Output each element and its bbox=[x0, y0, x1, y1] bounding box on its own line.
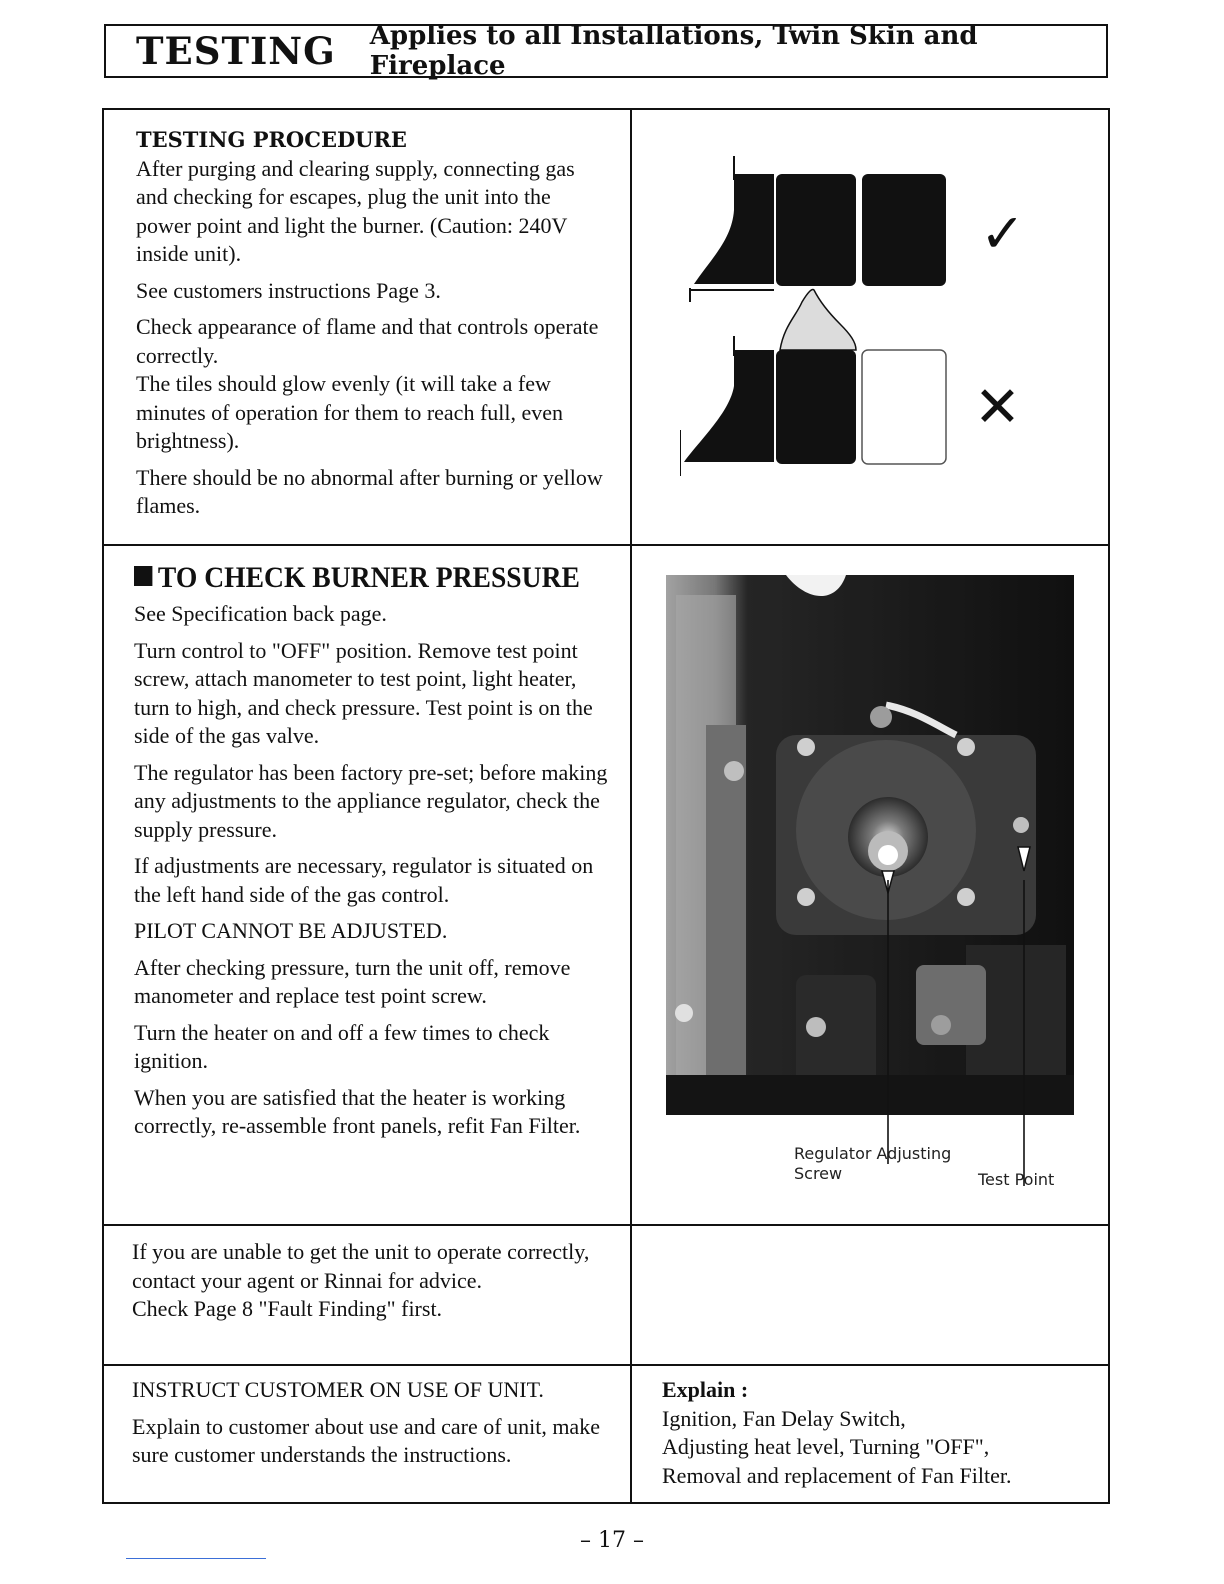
testing-procedure-para: The tiles should glow evenly (it will take a few minutes of operation for them to reach full, even brightness). bbox=[136, 371, 564, 453]
page-subtitle: Applies to all Installations, Twin Skin and Fireplace bbox=[369, 21, 978, 81]
explain-line: Adjusting heat level, Turning "OFF", bbox=[662, 1434, 990, 1459]
burner-pressure-para: After checking pressure, turn the unit off, remove manometer and replace test point screw. bbox=[134, 954, 571, 1008]
testing-procedure-para: Check appearance of flame and that controls operate correctly. bbox=[136, 314, 599, 368]
burner-pressure-para: Turn the heater on and off a few times to check ignition. bbox=[134, 1019, 550, 1073]
burner-pressure-para: See Specification back page. bbox=[134, 601, 387, 626]
explain-section bbox=[662, 1376, 1092, 1490]
page-title: TESTING bbox=[136, 29, 336, 73]
burner-pressure-para: When you are satisfied that the heater is working correctly, re-assemble front panels, refit Fan Filter. bbox=[134, 1084, 581, 1138]
unable-section bbox=[132, 1238, 602, 1324]
burner-pressure-para: The regulator has been factory pre-set; before making any adjustments to the appliance regulator, check the supply pressure. bbox=[134, 759, 608, 842]
unable-para: If you are unable to get the unit to operate correctly, contact your agent or Rinnai for advice. bbox=[132, 1239, 590, 1293]
testing-procedure-para: See customers instructions Page 3. bbox=[136, 277, 441, 303]
unable-para: Check Page 8 "Fault Finding" first. bbox=[132, 1296, 443, 1321]
testing-procedure-heading: TESTING PROCEDURE bbox=[136, 127, 407, 152]
regulator-caption-line: Regulator Adjusting bbox=[794, 1144, 952, 1163]
instruct-heading: INSTRUCT CUSTOMER ON USE OF UNIT. bbox=[132, 1377, 544, 1402]
testing-procedure-para: After purging and clearing supply, connecting gas and checking for escapes, plug the unit into the power point and light the burner. (Caution: 240V inside unit). bbox=[136, 155, 575, 266]
incorrect-tiles-diagram bbox=[680, 290, 946, 477]
footer-rule bbox=[126, 1558, 266, 1559]
column-divider bbox=[630, 110, 632, 1502]
regulator-caption bbox=[794, 1144, 951, 1184]
testing-procedure-section bbox=[136, 126, 608, 529]
square-bullet-icon bbox=[134, 566, 152, 586]
row-divider bbox=[104, 1364, 1108, 1366]
page-number: – 17 – bbox=[580, 1528, 644, 1553]
row-divider bbox=[104, 544, 1108, 546]
burner-pressure-para: If adjustments are necessary, regulator is situated on the left hand side of the gas control. bbox=[134, 853, 594, 907]
tile-glow-illustration bbox=[680, 150, 1060, 490]
correct-check-icon: ✓ bbox=[980, 202, 1026, 265]
correct-tiles-diagram bbox=[690, 156, 946, 302]
regulator-caption-line: Screw bbox=[794, 1164, 843, 1183]
testing-procedure-para: There should be no abnormal after burning or yellow flames. bbox=[136, 464, 603, 518]
burner-pressure-heading bbox=[134, 560, 580, 596]
explain-label: Explain : bbox=[662, 1377, 749, 1402]
explain-line: Ignition, Fan Delay Switch, bbox=[662, 1405, 906, 1431]
incorrect-x-icon: ✕ bbox=[974, 375, 1021, 440]
instruct-para: Explain to customer about use and care of unit, make sure customer understands the instructions. bbox=[132, 1413, 600, 1467]
explain-line: Removal and replacement of Fan Filter. bbox=[662, 1462, 1012, 1488]
burner-pressure-para: PILOT CANNOT BE ADJUSTED. bbox=[134, 918, 448, 943]
row-divider bbox=[104, 1224, 1108, 1226]
instruct-section bbox=[132, 1376, 602, 1478]
burner-pressure-heading-text: TO CHECK BURNER PRESSURE bbox=[157, 561, 580, 594]
burner-pressure-para: Turn control to "OFF" position. Remove test point screw, attach manometer to test point, light heater, turn to high, and check pressure. Test point is on the side of the gas valve. bbox=[134, 637, 593, 748]
test-point-caption: Test Point bbox=[978, 1170, 1055, 1189]
burner-pressure-section bbox=[134, 560, 612, 1149]
page-header bbox=[104, 21, 1108, 81]
